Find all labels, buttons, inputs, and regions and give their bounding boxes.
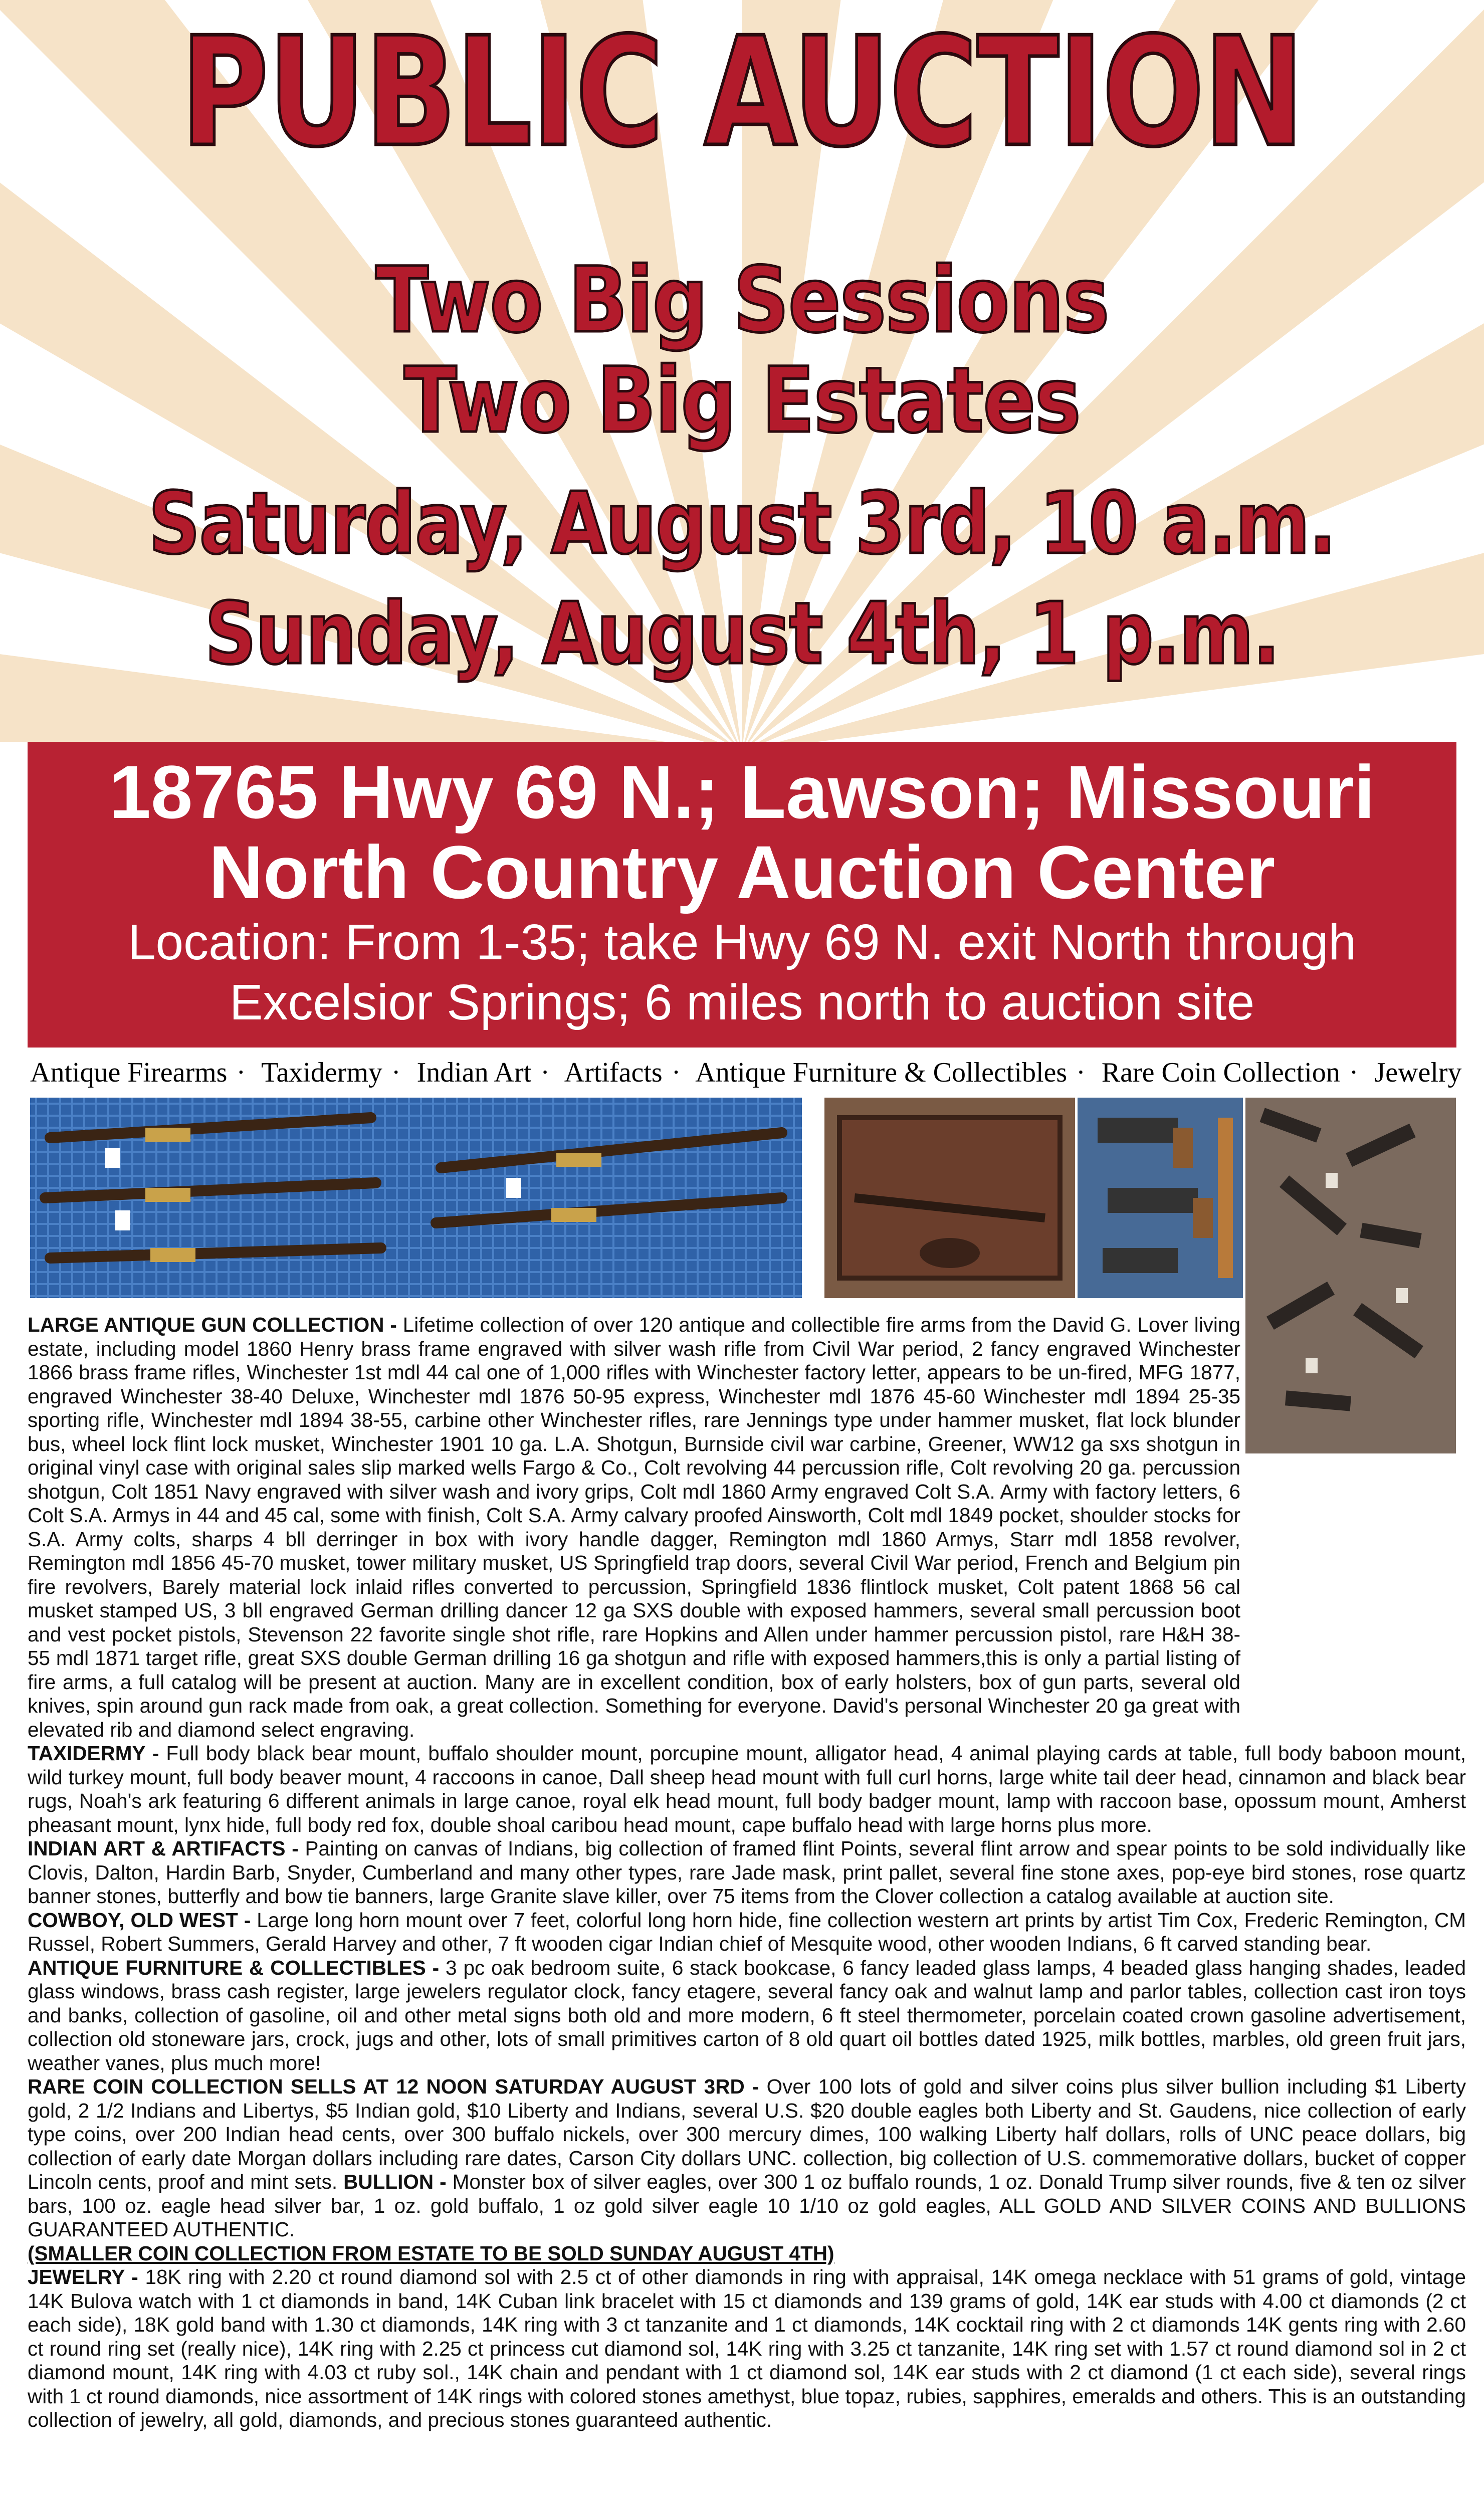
rifles-photo	[30, 1098, 802, 1298]
jewelry-text: 18K ring with 2.20 ct round diamond sol with 2.5 ct of other diamonds in ring with appraisal, 14K omega necklace with 51 grams of gold, vintage 14K Bulova watch with 1 ct diamonds in band, 14K Cuban link bracelet with 15 ct diamonds and 139 grams of gold, 14K ear studs with 4.00 ct diamonds (2 ct each side), 18K gold band with 1.30 ct diamonds, 14K ring with 3 ct tanzanite and 1 ct diamonds, 14K cocktail ring with 2 ct diamonds 14K gents ring with 2.60 ct round ring set (really nice), 14K ring with 2.25 ct princess cut diamond sol, 14K ring with 3.25 ct tanzanite, 14K ring set with 1.57 ct round diamond sol in 2 ct diamond mount, 14K ring with 4.03 ct ruby sol., 14K chain and pendant with 1 ct diamond sol, 14K ear studs with 2 ct diamond (1 ct each side), several rings with 1 ct round diamonds, nice assortment of 14K rings with colored stones amethyst, blue topaz, rubies, sapphires, emeralds and others. This is an outstanding collection of jewelry, all gold, diamonds, and precious stones guaranteed authentic.	[28, 2265, 1466, 2431]
bullion-text: Monster box of silver eagles, over 300 1 oz buffalo rounds, 1 oz. Donald Trump silver rounds, five & ten oz silver bars, 100 oz. eagle head silver bar, 1 oz. gold buffalo, 1 oz gold silver eagle 10 1/10 oz gold eagles, ALL GOLD AND SILVER COINS AND BULLIONS GUARANTEED AUTHENTIC.	[28, 2170, 1466, 2241]
cowboy-heading: COWBOY, OLD WEST -	[28, 1908, 251, 1932]
smaller-coin-note: (SMALLER COIN COLLECTION FROM ESTATE TO BE SOLD SUNDAY AUGUST 4TH)	[28, 2241, 834, 2265]
cowboy-text: Large long horn mount over 7 feet, colorful long horn hide, fine collection western art prints by artist Tim Cox, Frederic Remington, CM Russel, Robert Summers, Gerald Harvey and other, 7 ft wooden cigar Indian chief of Mesquite wood, other wooden Indians, 6 ft carved standing bear.	[28, 1908, 1466, 1955]
coin-heading: RARE COIN COLLECTION SELLS AT 12 NOON SATURDAY AUGUST 3RD -	[28, 2075, 759, 2098]
auction-listing-text	[28, 1313, 1466, 2432]
coin-paragraph	[28, 2075, 1466, 2242]
furniture-paragraph	[28, 1956, 1466, 2075]
furniture-heading: ANTIQUE FURNITURE & COLLECTIBLES -	[28, 1956, 440, 1979]
sessions-heading: Two Big Sessions	[375, 248, 1109, 353]
taxidermy-heading: TAXIDERMY -	[28, 1742, 159, 1765]
category-jewelry: Jewelry	[1374, 1057, 1462, 1088]
auction-center-name: North Country Auction Center	[208, 830, 1276, 914]
bullion-heading: BULLION -	[343, 2170, 447, 2193]
indian-art-text: Painting on canvas of Indians, big collection of framed flint Points, several flint arrow and spear points to be sold individually like Clovis, Dalton, Hardin Barb, Snyder, Cumberland and many other types, rare Jade mask, print pallet, several fine stone axes, pop-eye bird stones, rose quartz banner stones, butterfly and bow tie banners, large Granite slave killer, over 75 items from the Clover collection a catalog available at auction site.	[28, 1837, 1466, 1908]
shotgun-case-photo	[824, 1098, 1075, 1298]
taxidermy-text: Full body black bear mount, buffalo shoulder mount, porcupine mount, alligator head, 4 animal playing cards at table, full body baboon mount, wild turkey mount, full body beaver mount, 4 raccoons in canoe, Dall sheep head mount with full curl horns, large white tail deer head, cinnamon and black bear rugs, Noah's ark featuring 6 different animals in large canoe, royal elk head mount, full body badger mount, lamp with raccoon base, opossum mount, Amherst pheasant mount, lynx hide, full body red fox, double shoal caribou head mount, cape buffalo head with large horns plus more.	[28, 1742, 1466, 1836]
category-firearms: Antique Firearms	[30, 1057, 228, 1088]
jewelry-paragraph	[28, 2265, 1466, 2432]
indian-art-heading: INDIAN ART & ARTIFACTS -	[28, 1837, 299, 1860]
gun-collection-heading: LARGE ANTIQUE GUN COLLECTION -	[28, 1313, 397, 1336]
cowboy-paragraph	[28, 1909, 1466, 1956]
category-furniture: Antique Furniture & Collectibles	[695, 1057, 1068, 1088]
category-indian-art: Indian Art	[416, 1057, 532, 1088]
address: 18765 Hwy 69 N.; Lawson; Missouri	[109, 750, 1375, 834]
furniture-text: 3 pc oak bedroom suite, 6 stack bookcase, 6 fancy leaded glass lamps, 4 beaded glass hanging shades, leaded glass windows, brass cash register, large jewelers regulator clock, fancy etagere, several fancy oak and walnut lamp and parlor tables, collection cast iron toys and banks, collection of gasoline, oil and other metal signs both old and more modern, 6 ft steel thermometer, porcelain coated crown gasoline advertisement, collection old stoneware jars, crock, jugs and other, lots of small primitives carton of 8 old quart oil bottles dated 1925, milk bottles, marbles, old green fruit jars, weather vanes, plus much more!	[28, 1956, 1466, 2074]
saturday-date: Saturday, August 3rd, 10 a.m.	[148, 474, 1336, 573]
estates-heading: Two Big Estates	[403, 348, 1081, 453]
location-banner	[28, 742, 1456, 1048]
gun-collection-paragraph	[28, 1313, 1240, 1742]
category-bar: Antique Firearms · Taxidermy · Indian Art · Artifacts · Antique Furniture & Collectibles · Rare Coin Collection · Jewelry	[30, 1057, 1462, 1088]
sunday-date: Sunday, August 4th, 1 p.m.	[204, 584, 1280, 684]
taxidermy-paragraph	[28, 1742, 1466, 1837]
category-artifacts: Artifacts	[564, 1057, 663, 1088]
coin-text: Over 100 lots of gold and silver coins plus silver bullion including $1 Liberty gold, 2 1/2 Indians and Libertys, $5 Indian gold, $10 Liberty and Indians, several U.S. $20 double eagles both Liberty and St. Gaudens, nice collection of early type coins, over 200 Indian head cents, over 300 buffalo nickels, over 300 mercury dimes, 100 walking Liberty half dollars, rolls of UNC peace dollars, big collection of early date Morgan dollars including rare dates, Carson City dollars UNC. collection, big collection of U.S. commemorative dollars, bucket of copper Lincoln cents, proof and mint sets.	[28, 2075, 1466, 2193]
category-taxidermy: Taxidermy	[261, 1057, 382, 1088]
jewelry-heading: JEWELRY -	[28, 2265, 138, 2288]
category-coins: Rare Coin Collection	[1101, 1057, 1340, 1088]
revolvers-photo	[1078, 1098, 1243, 1298]
directions-line-1: Location: From 1-35; take Hwy 69 N. exit North through	[127, 914, 1357, 970]
auction-title: PUBLIC AUCTION	[180, 5, 1304, 180]
gun-collection-text: Lifetime collection of over 120 antique and collectible fire arms from the David G. Lover living estate, including model 1860 Henry brass frame engraved with silver wash rifle from Civil War period, 2 fancy engraved Winchester 1866 brass frame rifles, Winchester 1st mdl 44 cal one of 1,000 rifles with Winchester factory letter, appears to be un-fired, MFG 1877, engraved Winchester 38-40 Deluxe, Winchester mdl 1876 50-95 express, Winchester mdl 1876 45-60 Winchester mdl 1894 25-35 sporting rifle, Winchester mdl 1894 38-55, carbine other Winchester rifles, rare Jennings type under hammer musket, flat lock blunder bus, wheel lock flint lock musket, Winchester 1901 10 ga. L.A. Shotgun, Burnside civil war carbine, Greener, WW12 ga sxs shotgun in original vinyl case with original sales slip marked wells Fargo & Co., Colt revolving 44 percussion rifle, Colt revolving 20 ga. percussion shotgun, Colt 1851 Navy engraved with silver wash and ivory grips, Colt mdl 1860 Army engraved Colt S.A. Army with factory letters, 6 Colt S.A. Armys in 44 and 45 cal, some with finish, Colt S.A. Army calvary proofed Ainsworth, Colt mdl 1849 pocket, shoulder stocks for S.A. Army colts, sharps 4 bll derringer in box with ivory handle dagger, Remington mdl 1860 Armys, Starr mdl 1858 revolver, Remington mdl 1856 45-70 musket, tower military musket, US Springfield trap doors, several Civil War period, French and Belgium pin fire revolvers, Barely material lock inlaid rifles converted to percussion, Springfield 1836 flintlock musket, Colt patent 1868 56 cal musket stamped US, 3 bll engraved German drilling dancer 12 ga SXS double with exposed hammers, several small percussion boot and vest pocket pistols, Stevenson 22 favorite single shot rifle, rare Hopkins and Allen under hammer percussion pistol, rare H&H 38-55 mdl 1871 target rifle, great SXS double German drilling 16 ga shotgun and rifle with exposed hammers,this is only a partial listing of fire arms, a full catalog will be present at auction. Many are in excellent condition, box of early holsters, box of gun parts, several old knives, spin around gun rack made from oak, a great collection. Something for everyone. David's personal Winchester 20 ga great with elevated rib and diamond select engraving.	[28, 1313, 1240, 1741]
indian-art-paragraph	[28, 1837, 1466, 1909]
directions-line-2: Excelsior Springs; 6 miles north to auction site	[229, 974, 1255, 1030]
